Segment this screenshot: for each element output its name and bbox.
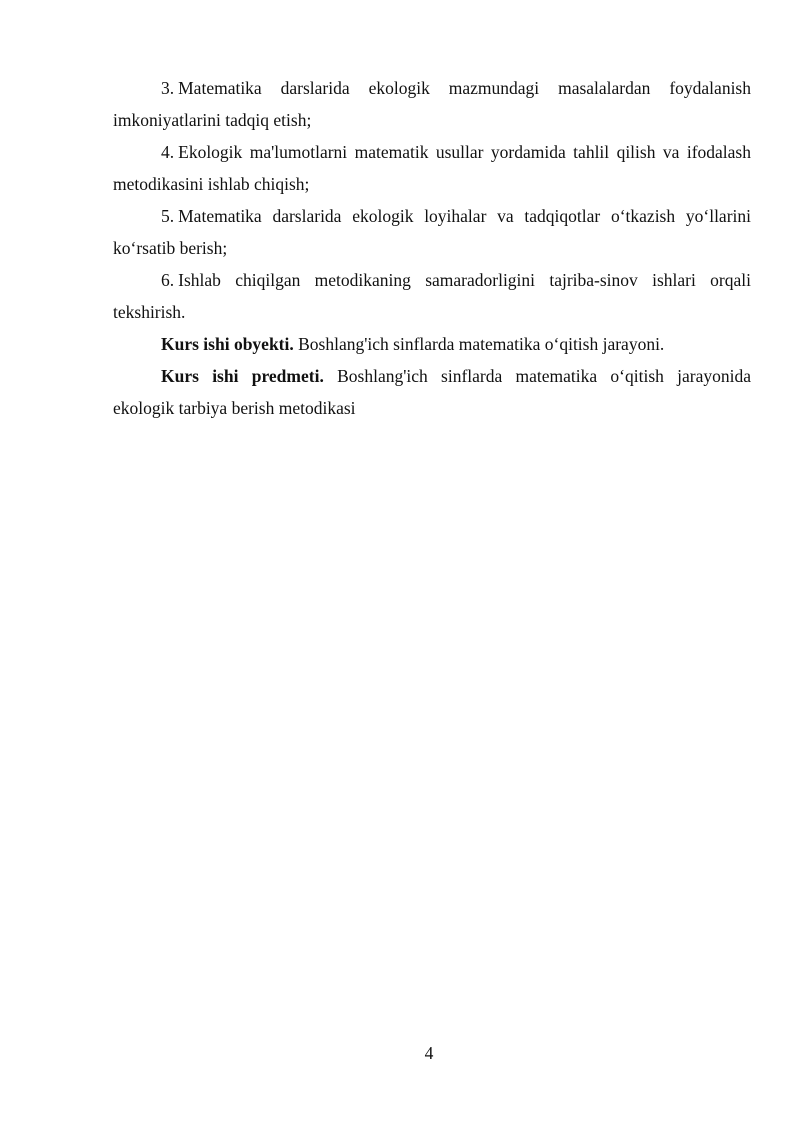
subject-label: Kurs ishi predmeti. [161, 366, 324, 386]
task-item-6 [113, 264, 751, 328]
object-label: Kurs ishi obyekti. [161, 334, 294, 354]
object-text: Boshlang'ich sinflarda matematika o‘qitish jarayoni. [298, 334, 665, 354]
task-text: Matematika darslarida ekologik loyihalar va tadqiqotlar o‘tkazish yo‘llarini ko‘rsatib berish; [113, 206, 751, 258]
task-item-4 [113, 136, 751, 200]
document-body [113, 72, 751, 424]
task-number: 4. [161, 142, 175, 162]
page-number: 4 [424, 1043, 434, 1063]
course-work-subject [113, 360, 751, 424]
task-number: 6. [161, 270, 175, 290]
course-work-object [113, 328, 751, 360]
task-number: 3. [161, 78, 175, 98]
subject-text: Boshlang'ich sinflarda matematika o‘qitish jarayonida ekologik tarbiya berish metodikasi [113, 366, 752, 418]
task-number: 5. [161, 206, 175, 226]
task-text: Ekologik ma'lumotlarni matematik usullar yordamida tahlil qilish va ifodalash metodikasini ishlab chiqish; [113, 142, 751, 194]
task-text: Ishlab chiqilgan metodikaning samaradorligini tajriba-sinov ishlari orqali tekshirish. [113, 270, 751, 322]
task-text: Matematika darslarida ekologik mazmundagi masalalardan foydalanish imkoniyatlarini tadqiq etish; [113, 78, 751, 130]
task-item-3 [113, 72, 751, 136]
task-item-5 [113, 200, 751, 264]
